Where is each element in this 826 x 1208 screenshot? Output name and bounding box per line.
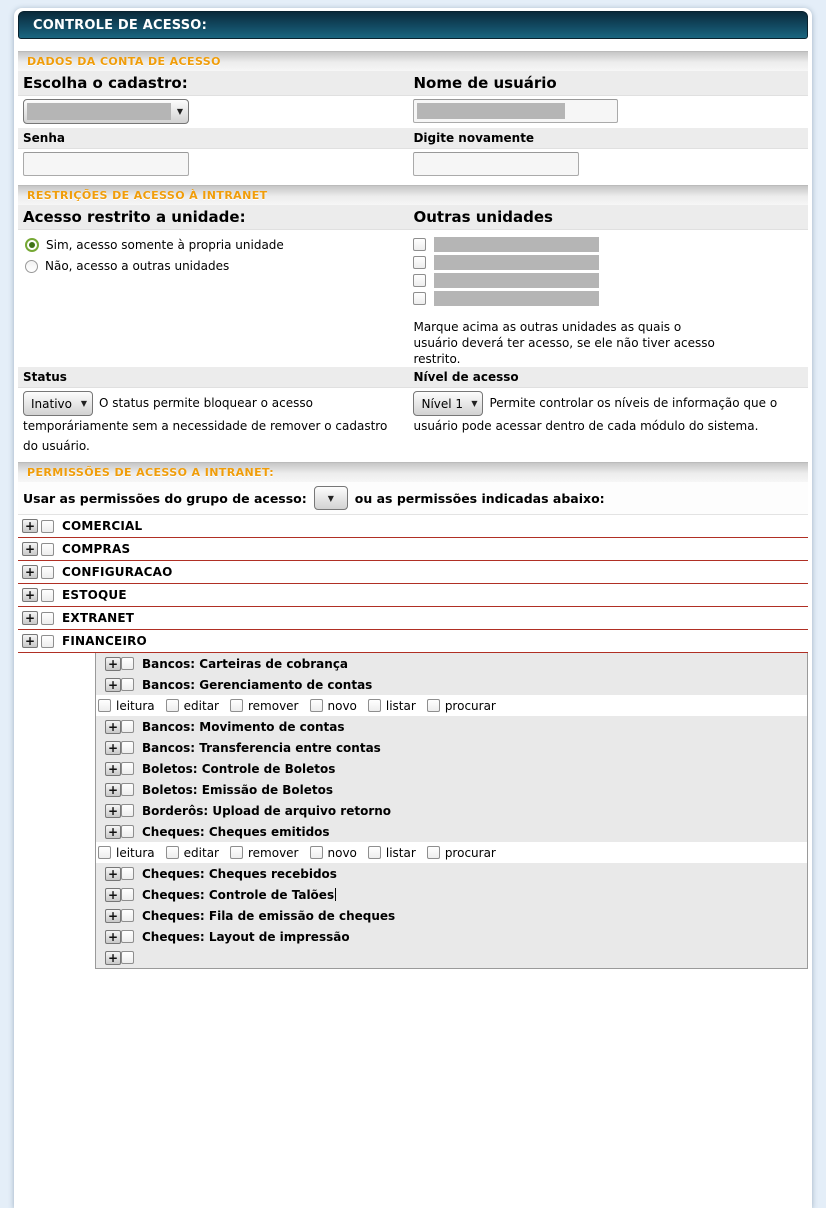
financeiro-item-row <box>96 800 807 821</box>
item-label: Bancos: Gerenciamento de contas <box>142 677 373 692</box>
financeiro-expanded-box <box>95 653 808 969</box>
tree-module-row <box>18 515 808 538</box>
cadastro-redacted-value <box>27 103 171 120</box>
chevron-down-icon: ▼ <box>471 398 478 408</box>
expand-plus-icon[interactable]: + <box>105 867 121 881</box>
tree-module-row <box>18 584 808 607</box>
permission-checkbox[interactable] <box>310 699 323 712</box>
module-checkbox[interactable] <box>41 612 54 625</box>
item-checkbox[interactable] <box>121 825 134 838</box>
permission-label: listar <box>385 845 416 860</box>
expand-plus-icon[interactable]: + <box>105 720 121 734</box>
item-label: Cheques: Cheques recebidos <box>142 866 337 881</box>
permission-checkbox[interactable] <box>166 846 179 859</box>
level-select-value: Nível 1 <box>421 396 464 411</box>
status-label: Status <box>23 370 67 384</box>
expand-plus-icon[interactable]: + <box>22 519 38 533</box>
module-label: CONFIGURACAO <box>62 565 173 579</box>
permission-checkbox[interactable] <box>230 846 243 859</box>
cadastro-select[interactable] <box>23 99 189 124</box>
permission-checkbox[interactable] <box>98 699 111 712</box>
permission-label: editar <box>183 845 219 860</box>
tree-module-row <box>18 561 808 584</box>
level-help-block <box>407 391 808 436</box>
permission-checkbox[interactable] <box>230 699 243 712</box>
expand-plus-icon[interactable]: + <box>105 825 121 839</box>
permissions-tree <box>18 515 808 653</box>
other-unit-item <box>413 237 808 252</box>
account-inputs-row <box>18 96 808 128</box>
permission-label: leitura <box>116 698 155 713</box>
group-permissions-row <box>18 482 808 515</box>
restriction-labels-row <box>18 205 808 230</box>
module-label: EXTRANET <box>62 611 135 625</box>
item-label: Cheques: Layout de impressão <box>142 929 350 944</box>
module-checkbox[interactable] <box>41 635 54 648</box>
group-suffix-label: ou as permissões indicadas abaixo: <box>354 490 605 506</box>
other-units-list <box>413 237 808 306</box>
permission-checkbox[interactable] <box>368 699 381 712</box>
permission-option <box>230 699 299 713</box>
password-labels-row <box>18 128 808 149</box>
module-label: ESTOQUE <box>62 588 127 602</box>
radio-option <box>25 238 407 252</box>
item-label: Bancos: Movimento de contas <box>142 719 345 734</box>
unit-redacted-value <box>434 273 599 288</box>
permission-options-row <box>96 842 807 863</box>
section-header-restrictions-text: RESTRIÇÕES DE ACESSO À INTRANET <box>27 189 268 202</box>
expand-plus-icon[interactable]: + <box>105 930 121 944</box>
expand-plus-icon[interactable]: + <box>22 634 38 648</box>
expand-plus-icon[interactable]: + <box>105 678 121 692</box>
item-label: Boletos: Controle de Boletos <box>142 761 336 776</box>
group-prefix-label: Usar as permissões do grupo de acesso: <box>23 490 307 506</box>
permission-label: novo <box>327 698 357 713</box>
other-unit-item <box>413 255 808 270</box>
unit-redacted-value <box>434 291 599 306</box>
page-title-text: CONTROLE DE ACESSO: <box>33 17 207 33</box>
item-label: Borderôs: Upload de arquivo retorno <box>142 803 392 818</box>
permission-option <box>166 699 219 713</box>
chevron-down-icon: ▼ <box>80 398 87 408</box>
digite-label: Digite novamente <box>413 131 535 145</box>
module-checkbox[interactable] <box>41 589 54 602</box>
section-header-permissions-text: PERMISSÕES DE ACESSO A INTRANET: <box>27 466 275 479</box>
permission-checkbox[interactable] <box>427 699 440 712</box>
item-checkbox[interactable] <box>121 762 134 775</box>
module-checkbox[interactable] <box>41 566 54 579</box>
level-label: Nível de acesso <box>413 370 519 384</box>
restricted-radio-group <box>18 234 407 280</box>
digite-input[interactable] <box>413 152 579 176</box>
item-checkbox[interactable] <box>121 741 134 754</box>
expand-plus-icon[interactable]: + <box>105 657 121 671</box>
financeiro-item-row <box>96 737 807 758</box>
expand-plus-icon[interactable]: + <box>22 588 38 602</box>
financeiro-item-row <box>96 905 807 926</box>
item-checkbox[interactable] <box>121 930 134 943</box>
expand-plus-icon[interactable]: + <box>105 762 121 776</box>
text-caret <box>335 888 336 901</box>
senha-label: Senha <box>23 131 65 145</box>
item-checkbox[interactable] <box>121 888 134 901</box>
radio-dot-icon <box>29 242 35 248</box>
item-checkbox[interactable] <box>121 909 134 922</box>
status-select[interactable] <box>23 391 93 416</box>
module-label: COMERCIAL <box>62 519 143 533</box>
item-checkbox[interactable] <box>121 678 134 691</box>
section-header-permissions <box>18 462 808 482</box>
account-labels-row <box>18 71 808 96</box>
permission-option <box>98 699 155 713</box>
item-label: Boletos: Emissão de Boletos <box>142 782 334 797</box>
level-help-text: Permite controlar os níveis de informação que o usuário pode acessar dentro de cada módulo do sistema. <box>413 396 778 433</box>
expand-plus-icon[interactable]: + <box>105 741 121 755</box>
access-control-panel <box>14 8 812 1208</box>
module-label: COMPRAS <box>62 542 131 556</box>
other-units-label: Outras unidades <box>413 208 553 226</box>
permission-option <box>310 699 357 713</box>
item-checkbox[interactable] <box>121 867 134 880</box>
radio-button[interactable] <box>25 260 38 273</box>
senha-input[interactable] <box>23 152 189 176</box>
permission-label: remover <box>247 845 299 860</box>
module-checkbox[interactable] <box>41 543 54 556</box>
item-label: Cheques: Cheques emitidos <box>142 824 330 839</box>
radio-button[interactable] <box>25 238 39 252</box>
cadastro-label: Escolha o cadastro: <box>23 74 188 92</box>
status-select-value: Inativo <box>31 396 72 411</box>
item-checkbox[interactable] <box>121 657 134 670</box>
financeiro-item-row <box>96 947 807 968</box>
expand-plus-icon[interactable]: + <box>22 611 38 625</box>
permission-label: procurar <box>444 698 496 713</box>
password-inputs-row <box>18 149 808 183</box>
radio-option <box>25 259 407 273</box>
financeiro-item-row <box>96 863 807 884</box>
financeiro-item-row <box>96 758 807 779</box>
section-header-account-text: DADOS DA CONTA DE ACESSO <box>27 55 221 68</box>
section-header-restrictions <box>18 185 808 205</box>
chevron-down-icon: ▼ <box>327 493 334 503</box>
page-title <box>18 11 808 39</box>
radio-label: Não, acesso a outras unidades <box>45 259 230 273</box>
unit-checkbox[interactable] <box>413 238 426 251</box>
username-input[interactable] <box>413 99 618 123</box>
item-checkbox[interactable] <box>121 951 134 964</box>
unit-redacted-value <box>434 237 599 252</box>
financeiro-item-row <box>96 821 807 842</box>
permission-label: editar <box>183 698 219 713</box>
item-checkbox[interactable] <box>121 783 134 796</box>
expand-plus-icon[interactable]: + <box>105 909 121 923</box>
expand-plus-icon[interactable]: + <box>105 804 121 818</box>
item-label: Cheques: Controle de Talões <box>142 887 335 902</box>
permission-label: procurar <box>444 845 496 860</box>
radio-label: Sim, acesso somente à propria unidade <box>46 238 284 252</box>
other-unit-item <box>413 291 808 306</box>
permission-option <box>368 846 416 860</box>
unit-checkbox[interactable] <box>413 274 426 287</box>
item-checkbox[interactable] <box>121 720 134 733</box>
other-unit-item <box>413 273 808 288</box>
status-labels-row <box>18 367 808 388</box>
tree-module-row <box>18 538 808 561</box>
username-redacted-value <box>417 103 565 119</box>
status-content-row <box>18 388 808 460</box>
unit-checkbox[interactable] <box>413 256 426 269</box>
financeiro-item-row <box>96 884 807 905</box>
permission-option <box>230 846 299 860</box>
expand-plus-icon[interactable]: + <box>105 783 121 797</box>
permission-option <box>98 846 155 860</box>
financeiro-item-row <box>96 926 807 947</box>
restricted-label: Acesso restrito a unidade: <box>23 208 246 226</box>
permission-label: novo <box>327 845 357 860</box>
permission-option <box>427 699 496 713</box>
financeiro-item-row <box>96 779 807 800</box>
status-help-block <box>18 391 407 456</box>
permission-label: remover <box>247 698 299 713</box>
financeiro-item-row <box>96 674 807 695</box>
item-label: Bancos: Transferencia entre contas <box>142 740 381 755</box>
username-label: Nome de usuário <box>413 74 557 92</box>
item-checkbox[interactable] <box>121 804 134 817</box>
permission-checkbox[interactable] <box>368 846 381 859</box>
group-select[interactable] <box>314 486 348 510</box>
other-units-help: Marque acima as outras unidades as quais o usuário deverá ter acesso, se ele não tiver acesso restrito. <box>413 320 715 366</box>
tree-module-row <box>18 630 808 653</box>
permission-checkbox[interactable] <box>310 846 323 859</box>
chevron-down-icon: ▼ <box>176 107 183 116</box>
expand-plus-icon[interactable]: + <box>22 565 38 579</box>
permission-option <box>368 699 416 713</box>
unit-checkbox[interactable] <box>413 292 426 305</box>
permission-option <box>427 846 496 860</box>
expand-plus-icon[interactable]: + <box>22 542 38 556</box>
section-header-account <box>18 51 808 71</box>
financeiro-item-row <box>96 653 807 674</box>
financeiro-item-row <box>96 716 807 737</box>
status-help-text: O status permite bloquear o acesso temporáriamente sem a necessidade de remover o cadastro do usuário. <box>23 396 388 453</box>
permission-option <box>310 846 357 860</box>
permission-label: listar <box>385 698 416 713</box>
module-label: FINANCEIRO <box>62 634 147 648</box>
item-label: Cheques: Fila de emissão de cheques <box>142 908 396 923</box>
level-select[interactable] <box>413 391 483 416</box>
restriction-content-row <box>18 230 808 367</box>
module-checkbox[interactable] <box>41 520 54 533</box>
item-label: Bancos: Carteiras de cobrança <box>142 656 349 671</box>
expand-plus-icon[interactable]: + <box>105 951 121 965</box>
permission-options-row <box>96 695 807 716</box>
permission-checkbox[interactable] <box>98 846 111 859</box>
permission-checkbox[interactable] <box>427 846 440 859</box>
permission-checkbox[interactable] <box>166 699 179 712</box>
unit-redacted-value <box>434 255 599 270</box>
permission-option <box>166 846 219 860</box>
expand-plus-icon[interactable]: + <box>105 888 121 902</box>
tree-module-row <box>18 607 808 630</box>
permission-label: leitura <box>116 845 155 860</box>
